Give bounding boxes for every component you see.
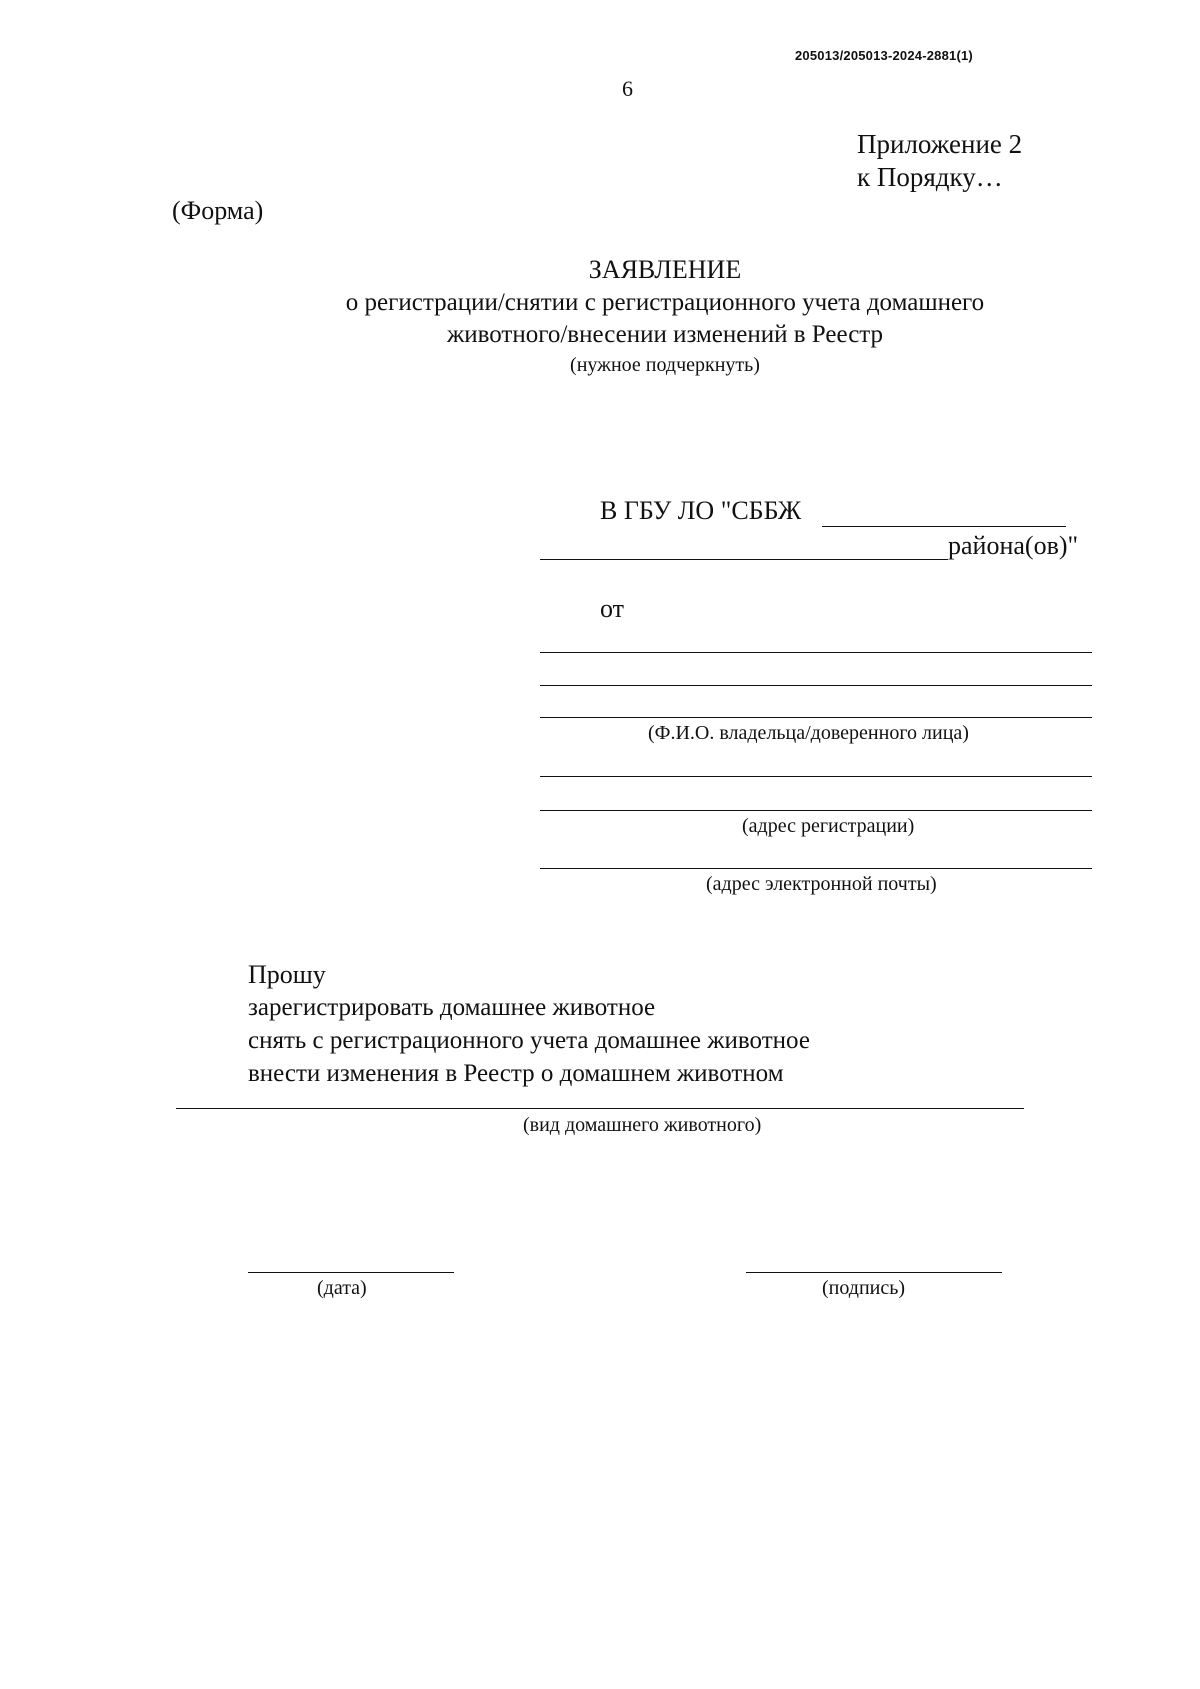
address-blank-2[interactable] bbox=[540, 810, 1092, 811]
request-option-deregister[interactable]: снять с регистрационного учета домашнее животное bbox=[248, 1027, 810, 1054]
request-heading: Прошу bbox=[248, 960, 326, 989]
request-option-modify[interactable]: внести изменения в Реестр о домашнем животном bbox=[248, 1060, 784, 1087]
animal-type-caption: (вид домашнего животного) bbox=[523, 1114, 762, 1136]
underline-note: (нужное подчеркнуть) bbox=[570, 354, 760, 376]
annex-label: Приложение 2 bbox=[857, 129, 1023, 159]
document-subtitle-line-2: животного/внесении изменений в Реестр bbox=[446, 321, 884, 348]
document-number: 205013/205013-2024-2881(1) bbox=[795, 48, 973, 63]
addressee-line-1: В ГБУ ЛО "СББЖ bbox=[600, 496, 802, 525]
date-caption: (дата) bbox=[317, 1277, 367, 1299]
form-label: (Форма) bbox=[172, 196, 264, 225]
addressee-line-2: района(ов)" bbox=[948, 531, 1079, 560]
animal-type-blank[interactable] bbox=[176, 1108, 1024, 1109]
signature-blank[interactable] bbox=[746, 1272, 1002, 1273]
fio-blank-2[interactable] bbox=[540, 685, 1092, 686]
fio-blank-1[interactable] bbox=[540, 652, 1092, 653]
document-subtitle-line-1: о регистрации/снятии с регистрационного учета домашнего bbox=[345, 289, 985, 316]
signature-caption: (подпись) bbox=[822, 1277, 906, 1299]
date-blank[interactable] bbox=[248, 1272, 454, 1273]
fio-caption: (Ф.И.О. владельца/доверенного лица) bbox=[648, 722, 969, 744]
address-blank-1[interactable] bbox=[540, 776, 1092, 777]
addressee-blank-2[interactable] bbox=[540, 559, 948, 560]
addressee-blank-1[interactable] bbox=[822, 526, 1066, 527]
email-caption: (адрес электронной почты) bbox=[706, 873, 937, 895]
annex-reference: к Порядку… bbox=[857, 162, 1003, 192]
fio-blank-3[interactable] bbox=[540, 717, 1092, 718]
address-caption: (адрес регистрации) bbox=[742, 815, 915, 837]
page-number: 6 bbox=[622, 76, 633, 101]
document-title: ЗАЯВЛЕНИЕ bbox=[588, 255, 742, 284]
from-label: от bbox=[600, 594, 625, 623]
email-blank[interactable] bbox=[540, 868, 1092, 869]
request-option-register[interactable]: зарегистрировать домашнее животное bbox=[248, 994, 656, 1021]
